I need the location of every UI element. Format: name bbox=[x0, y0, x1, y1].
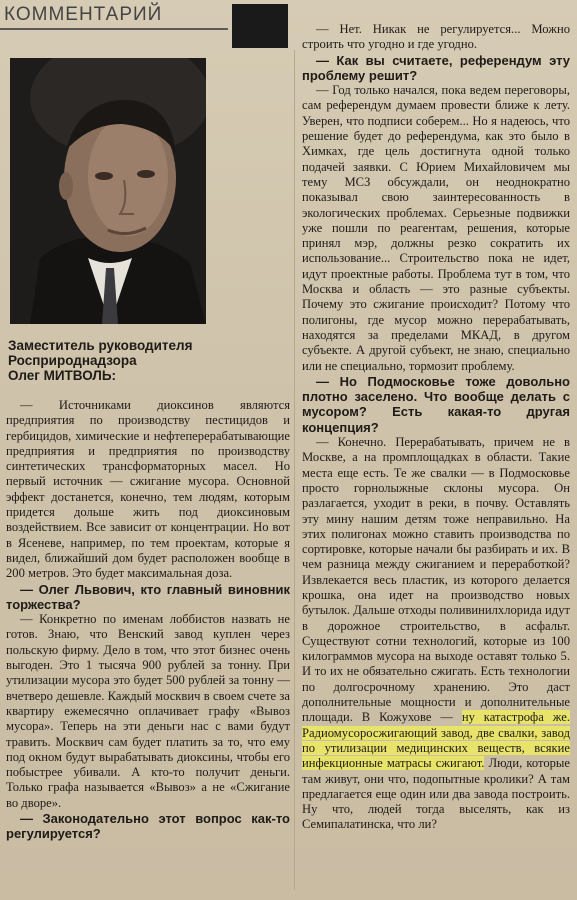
caption-line-agency: Росприроднадзора bbox=[8, 353, 137, 368]
interviewee-caption bbox=[8, 338, 218, 383]
answer-paragraph: — Год только начался, пока ведем переговоры, сам референдум думаем провести ближе к лету. Уверен, что подписи соберем... Но я надеюсь, что решение будет до референдума, как это было в Химках, где цель достигнута одной только подачей заявки. С Юрием Михайловичем мы тему МСЗ обсуждали, он неоднократно показывал свою заинтересованность в экологических проблемах. Серьезные подвижки уже пошли по реагентам, решения, которые принял мэр, должны резко сократить их использование... Строительство пока не идет, идут проектные работы. Проблема тут в том, что Москва и область — это разные субъекты. Почему это сжигание происходит? Потому что полигоны, где мусор можно перерабатывать, находятся за пределами МКАД, в другом субъекте. А другой субъект, не знаю, специально или не специально, тормозит проблему. bbox=[302, 83, 570, 373]
header-block bbox=[232, 4, 288, 48]
column-divider bbox=[294, 50, 295, 890]
answer-paragraph: — Конкретно по именам лоббистов назвать не готов. Знаю, что Венский завод куплен через польскую фирму. Дело в том, что этот бизнес очень выгоден. Это 1 тысяча 900 рублей за тонну. При утилизации мусора это будет 500 рублей за тонну — вчетверо дешевле. Каждый москвич в своем счете за квартиру ежемесячно оплачивает графу «Вывоз мусора». Теперь на эти деньги нас с вами будут травить. Москвич сам будет платить за то, что ему под окном будут вырабатывать диоксины, чтобы его побыстрее убивали. А кто-то получит деньги. Только графа называется «Вывоз» а не «Сжигание во дворе». bbox=[6, 612, 290, 810]
question-paragraph: — Но Подмосковье тоже довольно плотно заселено. Что вообще делать с мусором? Есть какая-то другая концепция? bbox=[302, 373, 570, 435]
question-paragraph: — Как вы считаете, референдум эту проблему решит? bbox=[302, 52, 570, 83]
caption-line-name: Олег МИТВОЛЬ: bbox=[8, 368, 117, 383]
right-column bbox=[302, 22, 570, 833]
answer-text-tail: Люди, которые там живут, они что, подопытные кролики? А там предлагается еще один или два завода построить. Ну что, людей тогда выселять, как из Семипалатинска, что ли? bbox=[302, 756, 570, 832]
highlighted-text: ну катастрофа же. Радиомусоросжигающий завод, две свалки, завод по утилизации медицинских веществ, всякие инфекционные матрасы сжигают. bbox=[302, 710, 570, 771]
left-column bbox=[6, 398, 290, 842]
section-header bbox=[0, 0, 296, 44]
answer-paragraph: — Источниками диоксинов являются предприятия по производству пестицидов и гербицидов, химические и нефтеперерабатывающие предприятия и предприятия по производству синтетических трансформаторных масел. Но первый источник — сжигание мусора. Основной эффект достанется, конечно, тем людям, которым придется дольше жить под диоксиновым воздействием. Все зависит от концентрации. Но вот в Ясеневе, например, по тем проектам, которые я видел, ближайший дом будет расположен вообще в 200 метров. Это будет максимальная доза. bbox=[6, 398, 290, 581]
question-paragraph: — Законодательно этот вопрос как-то регулируется? bbox=[6, 811, 290, 842]
section-title: КОММЕНТАРИЙ bbox=[4, 4, 163, 25]
caption-line-title: Заместитель руководителя bbox=[8, 338, 193, 353]
header-rule bbox=[0, 28, 228, 30]
answer-paragraph bbox=[302, 435, 570, 833]
answer-paragraph: — Нет. Никак не регулируется... Можно строить что угодно и где угодно. bbox=[302, 22, 570, 52]
portrait-photo bbox=[10, 58, 206, 324]
portrait-illustration bbox=[10, 58, 206, 324]
answer-text: — Конечно. Перерабатывать, причем не в Москве, а на промплощадках в области. Такие места еще есть. Те же свалки — в Подмосковье просто горнолыжные склоны мусора. Он разлагается, уходит в реки, в почву. Оставлять эту мину нашим детям тоже неправильно. На этих полигонах можно ставить производства по сортировке, которые начали бы разбирать и их. В чем разница между сжиганием и переработкой? Извлекается весь пластик, из которого делается крошка, она идет на производство новых бутылок. Дальше отходы поливинилхлорида идут в дорожное строительство, в асфальт. Существуют сотни технологий, которые из 100 килограммов мусора на выходе оставят только 5. И то их не обязательно сжигать. Есть технологии по долгосрочному хранению. Это даст дополнительные мощности и дополнительные площади. В Кожухове — bbox=[302, 435, 570, 725]
question-paragraph: — Олег Львович, кто главный виновник торжества? bbox=[6, 581, 290, 612]
